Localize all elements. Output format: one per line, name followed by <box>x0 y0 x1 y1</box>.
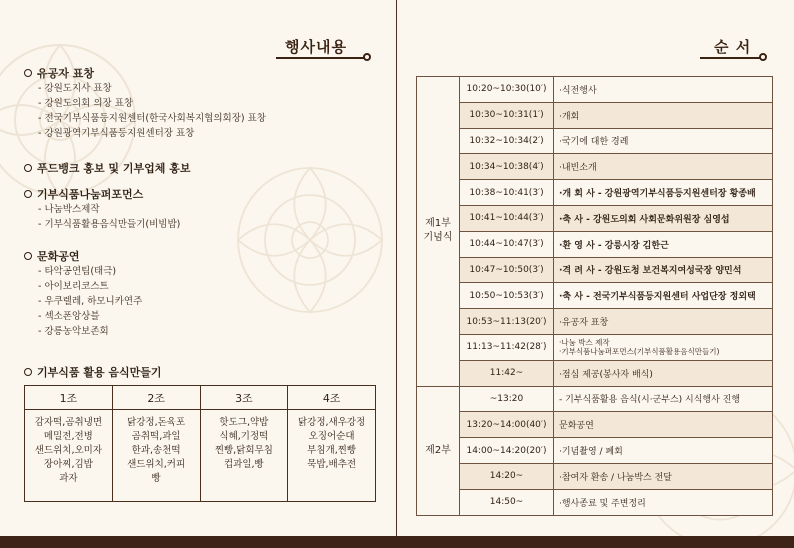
section-cooking <box>24 364 162 380</box>
team-header: 4조 <box>288 386 376 410</box>
circle-bullet-icon <box>24 164 32 172</box>
part1-label: 제1부 기념식 <box>417 77 460 387</box>
schedule-description: ·축 사 - 강원도의회 사회문화위원장 심영섭 <box>554 205 773 231</box>
table-row <box>417 257 773 283</box>
schedule-time: 10:44~10:47(3′) <box>460 231 554 257</box>
schedule-time: 14:50~ <box>460 489 554 515</box>
table-row <box>25 410 376 502</box>
section-awards-list <box>38 81 266 141</box>
list-item: - 섹소폰앙상블 <box>38 311 100 322</box>
section-foodbank-title: 푸드뱅크 홍보 및 기부업체 홍보 <box>24 160 190 176</box>
schedule-time: 10:32~10:34(2′) <box>460 128 554 154</box>
left-heading: 행사내용 <box>285 38 347 56</box>
table-row <box>417 205 773 231</box>
section-performance-title: 기부식품나눔퍼포먼스 <box>24 186 180 202</box>
schedule-time: 10:38~10:41(3′) <box>460 180 554 206</box>
table-row <box>417 334 773 360</box>
section-culture-list <box>38 264 142 339</box>
right-heading: 순 서 <box>714 38 752 56</box>
table-row <box>417 77 773 103</box>
table-row <box>417 412 773 438</box>
schedule-description: ·참여자 환송 / 나눔박스 전달 <box>554 463 773 489</box>
team-menu-table <box>24 385 376 502</box>
schedule-description: ·점심 제공(봉사자 배식) <box>554 360 773 386</box>
schedule-time: 10:34~10:38(4′) <box>460 154 554 180</box>
schedule-description: - 기부식품활용 음식(시·군부스) 시식행사 진행 <box>554 386 773 412</box>
section-awards-title: 유공자 표창 <box>24 65 266 81</box>
team-header: 1조 <box>25 386 113 410</box>
circle-bullet-icon <box>24 368 32 376</box>
section-culture <box>24 248 142 339</box>
schedule-description: ·식전행사 <box>554 77 773 103</box>
schedule-description: ·축 사 - 전국기부식품등지원센터 사업단장 정외택 <box>554 283 773 309</box>
table-row <box>417 231 773 257</box>
schedule-description: ·격 려 사 - 강원도청 보건복지여성국장 양민석 <box>554 257 773 283</box>
table-row <box>417 102 773 128</box>
circle-bullet-icon <box>24 69 32 77</box>
schedule-description: ·행사종료 및 주변정리 <box>554 489 773 515</box>
part2-label: 제2부 <box>417 386 460 515</box>
list-item: - 나눔박스제작 <box>38 204 100 215</box>
schedule-description: ·국기에 대한 경례 <box>554 128 773 154</box>
table-row <box>417 283 773 309</box>
schedule-time: 10:53~11:13(20′) <box>460 309 554 335</box>
schedule-time: 10:47~10:50(3′) <box>460 257 554 283</box>
schedule-time: 11:13~11:42(28′) <box>460 334 554 360</box>
table-row <box>417 128 773 154</box>
section-culture-title: 문화공연 <box>24 248 142 264</box>
table-row <box>417 463 773 489</box>
table-row <box>417 438 773 464</box>
list-item: - 전국기부식품등지원센터(한국사회복지협의회장) 표창 <box>38 113 266 124</box>
list-item: - 타악공연팀(태극) <box>38 266 117 277</box>
circle-bullet-icon <box>24 190 32 198</box>
table-row <box>417 360 773 386</box>
team-menu-cell: 닭강정,돈육포 곰취떡,과일 한과,송천떡 샌드위치,커피 빵 <box>112 410 200 502</box>
schedule-description: ·개 회 사 - 강원광역기부식품등지원센터장 황종배 <box>554 180 773 206</box>
section-foodbank <box>24 160 190 176</box>
left-heading-underline <box>276 57 366 59</box>
table-row <box>417 489 773 515</box>
schedule-time: 14:00~14:20(20′) <box>460 438 554 464</box>
schedule-time: 10:41~10:44(3′) <box>460 205 554 231</box>
schedule-description: ·유공자 표창 <box>554 309 773 335</box>
section-performance <box>24 186 180 232</box>
list-item: - 우쿠렐레, 하모니카연주 <box>38 296 143 307</box>
list-item: - 강릉농악보존회 <box>38 326 109 337</box>
flower-pattern-middle <box>220 150 400 330</box>
section-performance-list <box>38 202 180 232</box>
table-row <box>417 386 773 412</box>
schedule-time: 10:30~10:31(1′) <box>460 102 554 128</box>
schedule-time: 14:20~ <box>460 463 554 489</box>
schedule-description: ·환 영 사 - 강릉시장 김한근 <box>554 231 773 257</box>
table-row <box>417 309 773 335</box>
table-header-row <box>25 386 376 410</box>
circle-bullet-icon <box>24 252 32 260</box>
list-item: - 강원도지사 표창 <box>38 83 112 94</box>
list-item: - 강원광역기부식품등지원센터장 표창 <box>38 128 195 139</box>
schedule-description: ·기념촬영 / 폐회 <box>554 438 773 464</box>
table-row <box>417 180 773 206</box>
schedule-table <box>416 76 773 516</box>
right-heading-dot <box>759 53 767 61</box>
schedule-description: 문화공연 <box>554 412 773 438</box>
schedule-time: 10:20~10:30(10′) <box>460 77 554 103</box>
team-header: 2조 <box>112 386 200 410</box>
table-row <box>417 154 773 180</box>
team-menu-cell: 닭강정,새우강정 오징어순대 부침개,찐빵 묵밥,배추전 <box>288 410 376 502</box>
team-header: 3조 <box>200 386 288 410</box>
section-cooking-title: 기부식품 활용 음식만들기 <box>24 364 162 380</box>
schedule-time: 11:42~ <box>460 360 554 386</box>
section-awards <box>24 65 266 141</box>
team-menu-cell: 감자떡,곰취냉면 메밀전,전병 샌드위치,오미자 장아찌,김밥 과자 <box>25 410 113 502</box>
center-fold-line <box>396 0 397 536</box>
left-heading-dot <box>363 53 371 61</box>
right-heading-underline <box>700 57 762 59</box>
list-item: - 기부식품활용음식만들기(비빔밥) <box>38 219 181 230</box>
schedule-time: 13:20~14:00(40′) <box>460 412 554 438</box>
schedule-time: ~13:20 <box>460 386 554 412</box>
list-item: - 강원도의회 의장 표창 <box>38 98 134 109</box>
schedule-description: ·내빈소개 <box>554 154 773 180</box>
list-item: - 아이보리코스트 <box>38 281 109 292</box>
team-menu-cell: 핫도그,약밥 식혜,기정떡 찐빵,닭회무침 컵과일,빵 <box>200 410 288 502</box>
schedule-description: ·나눔 박스 제작 ·기부식품나눔퍼포먼스(기부식품활용음식만들기) <box>554 334 773 360</box>
schedule-time: 10:50~10:53(3′) <box>460 283 554 309</box>
schedule-body <box>417 77 773 516</box>
bottom-band <box>0 536 794 548</box>
schedule-description: ·개회 <box>554 102 773 128</box>
